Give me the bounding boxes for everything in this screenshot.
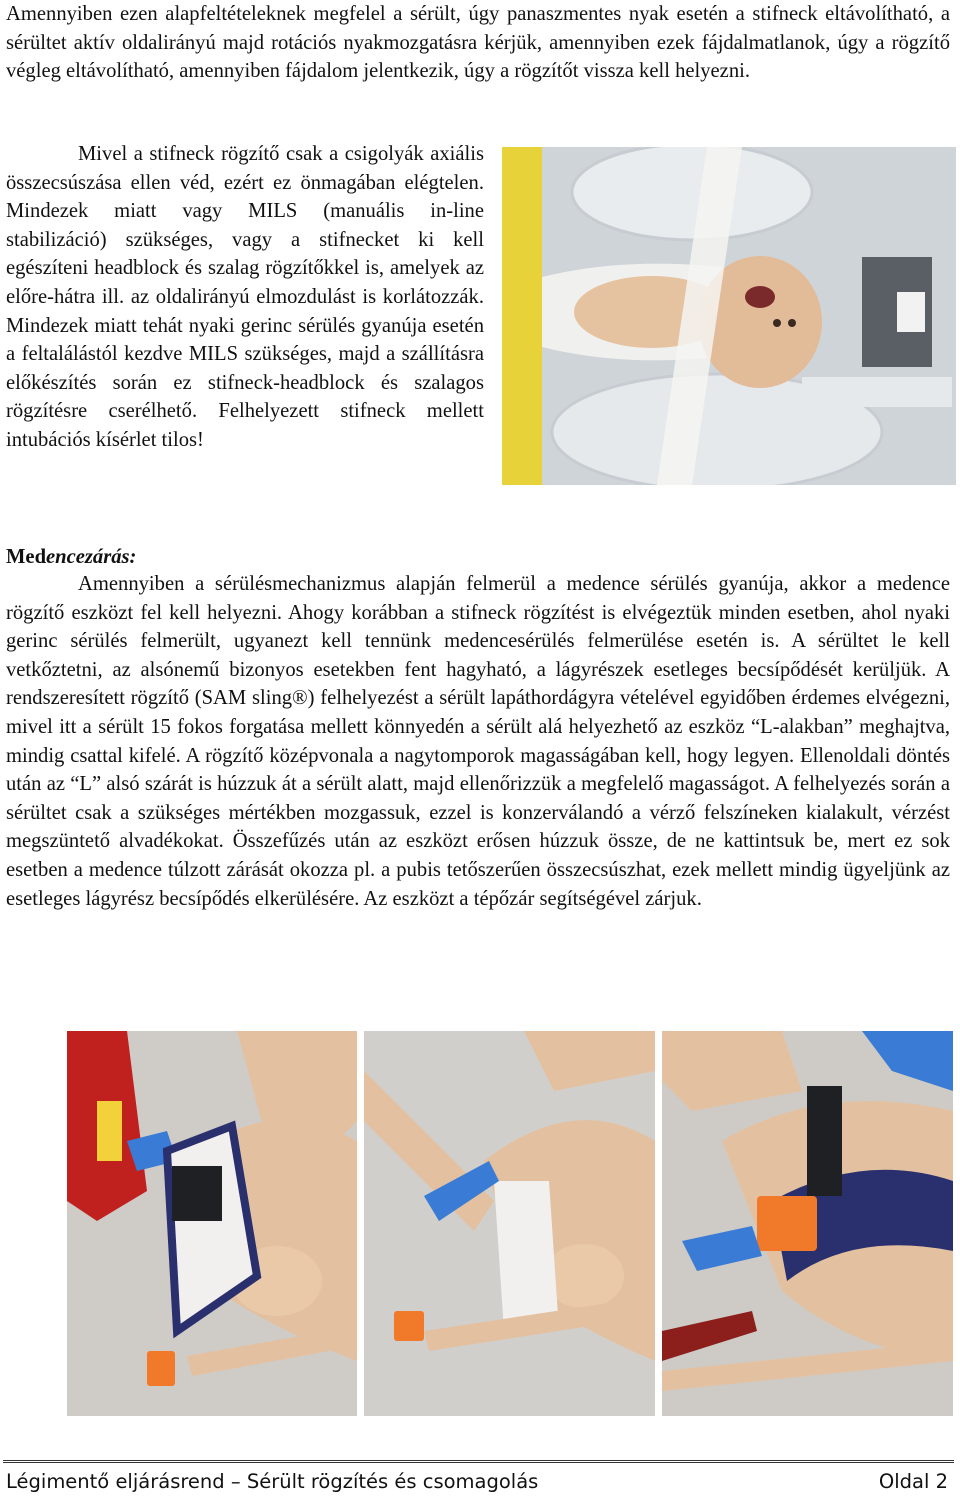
sam-sling-photo-2 xyxy=(364,1031,655,1416)
pelvis-paragraph: Amennyiben a sérülésmechanizmus alapján felmerül a medence sérülés gyanúja, akkor a medence rögzítő eszközt fel kell helyezni. Ahogy korábban a stifneck rögzítést is elvégeztük minden esetben, ahol nyaki gerinc sérülés felmerült, ugyanezt kell tennünk medencesérülés felmerülése esetén is. A sérültet le kell vetkőztetni, az alsónemű bizonyos esetekben fent hagyható, a lágyrészek esetleges becsípődését kerüljük. A rendszeresített rögzítő (SAM sling®) felhelyezést a sérült lapáthordágyra vételével egyidőben érdemes elvégezni, mivel itt a sérült 15 fokos forgatása mellett könnyedén a sérült alá helyezhető az eszköz “L-alakban” meghajtva, mindig csattal kifelé. A rögzítő középvonala a nagytomporok magasságában kell, hogy legyen. Ellenoldali döntés után az “L” alsó szárát is húzzuk át a sérült alatt, majd ellenőrizzük a megfelelő magasságot. A felhelyezés során a sérültet csak a szükséges mértékben mozgassuk, ezzel is konzerválandó a vérző felszíneken kialakult, vérzést megszüntető alvadékokat. Összefűzés után az eszközt erősen húzzuk össze, de ne kattintsuk be, mert ez sok esetben a medence túlzott zárását okozza pl. a pubis tetőszerűen összecsúszhat, ezek mellett mindig ügyeljünk az esetleges lágyrész becsípődés elkerülésére. Az eszközt a tépőzár segítségével zárjuk. xyxy=(6,573,950,910)
heading-plain: Med xyxy=(6,546,47,568)
sam-sling-photo-1 xyxy=(67,1031,357,1416)
section-heading xyxy=(6,543,136,571)
stifneck-headblock-photo xyxy=(502,147,956,485)
footer-rule xyxy=(3,1460,954,1463)
footer-title: Légimentő eljárásrend – Sérült rögzítés és csomagolás xyxy=(6,1470,539,1493)
stifneck-paragraph xyxy=(6,140,484,455)
stifneck-text: Mivel a stifneck rögzítő csak a csigolyák axiális összecsúszása ellen véd, ezért ez önmagában elégtelen. Mindezek miatt vagy MILS (manuális in-line stabilizáció) szükséges, vagy a stifnecket ki kell egészíteni headblock és szalag rögzítőkkel is, amelyek az előre-hátra ill. az oldalirányú elmozdulást is korlátozzák. Mindezek miatt tehát nyaki gerinc sérülés gyanúja esetén a feltalálástól kezdve MILS szükséges, majd a szállításra előkészítés során ez stifneck-headblock és szalagos rögzítésre cserélhető. Felhelyezett stifneck mellett intubációs kísérlet tilos! xyxy=(6,143,484,451)
sam-sling-photo-3 xyxy=(662,1031,953,1416)
intro-paragraph: Amennyiben ezen alapfeltételeknek megfelel a sérült, úgy panaszmentes nyak esetén a stifneck eltávolítható, a sérültet aktív oldalirányú majd rotációs nyakmozgatásra kérjük, amennyiben ezek fájdalmatlanok, úgy a rögzítő végleg eltávolítható, amennyiben fájdalom jelentkezik, úgy a rögzítőt vissza kell helyezni. xyxy=(6,3,950,83)
heading-italic: encezárás: xyxy=(46,546,137,568)
page-number: Oldal 2 xyxy=(878,1470,948,1493)
